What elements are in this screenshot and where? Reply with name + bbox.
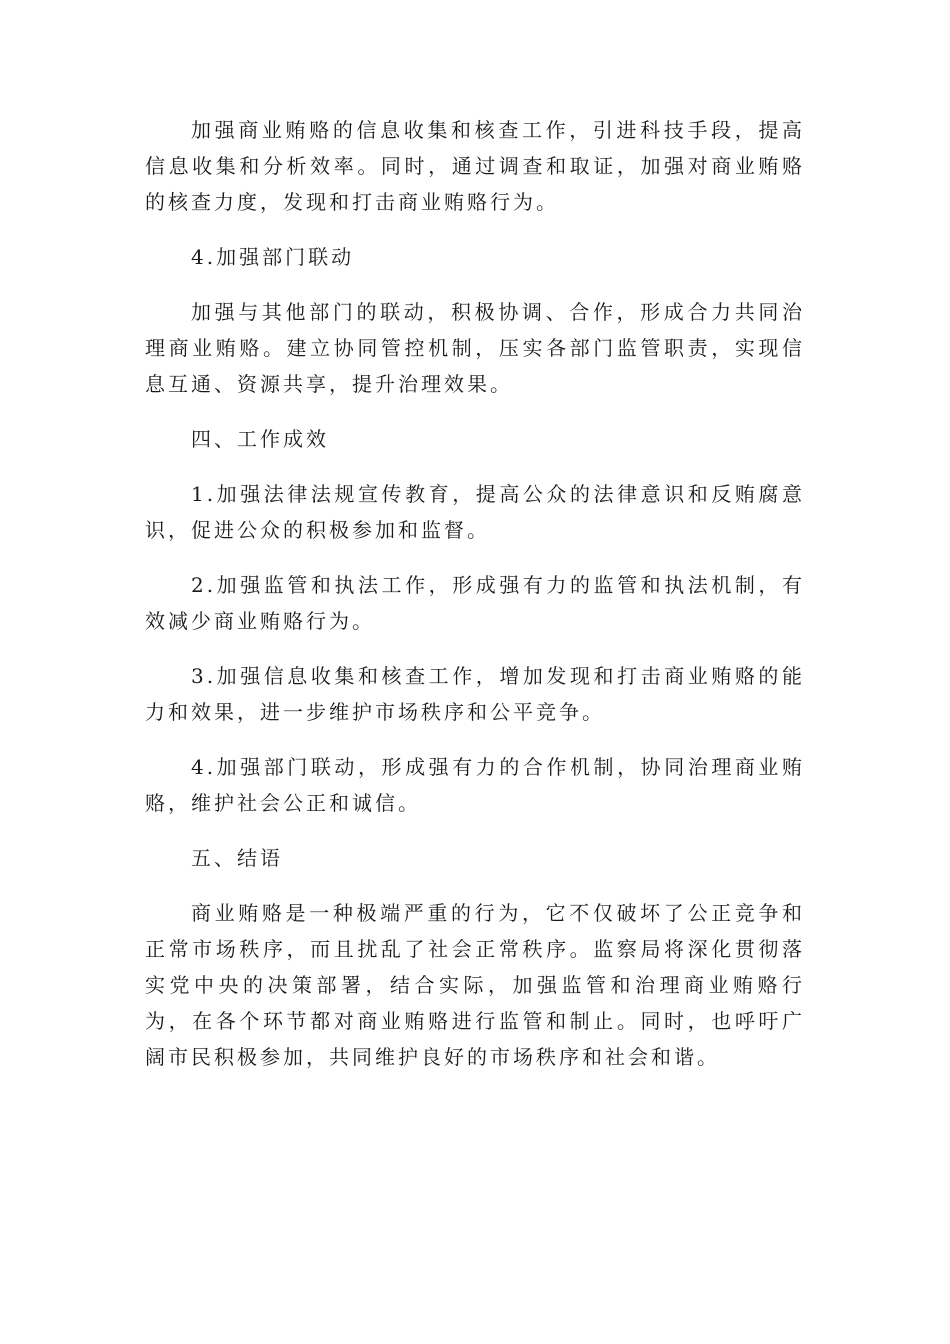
section-heading-conclusion: 五、结语 xyxy=(191,846,283,870)
paragraph-conclusion: 商业贿赂是一种极端严重的行为，它不仅破坏了公正竞争和正常市场秩序，而且扰乱了社会正常秩序。监察局将深化贯彻落实党中央的决策部署，结合实际，加强监管和治理商业贿赂行为，在各个环节都对商业贿赂进行监管和制止。同时，也呼吁广阔市民积极参加，共同维护良好的市场秩序和社会和谐。 xyxy=(145,901,805,1069)
paragraph-department-linkage: 加强与其他部门的联动，积极协调、合作，形成合力共同治理商业贿赂。建立协同管控机制，压实各部门监管职责，实现信息互通、资源共享，提升治理效果。 xyxy=(145,300,805,396)
document-body xyxy=(145,112,805,1094)
result-item-3: 3.加强信息收集和核查工作，增加发现和打击商业贿赂的能力和效果，进一步维护市场秩序和公平竞争。 xyxy=(145,664,805,724)
section-heading-results: 四、工作成效 xyxy=(191,427,329,451)
heading-department-linkage: 4.加强部门联动 xyxy=(191,245,355,269)
result-item-4: 4.加强部门联动，形成强有力的合作机制，协同治理商业贿赂，维护社会公正和诚信。 xyxy=(145,755,805,815)
result-item-2: 2.加强监管和执法工作，形成强有力的监管和执法机制，有效减少商业贿赂行为。 xyxy=(145,573,805,633)
paragraph-info-collection: 加强商业贿赂的信息收集和核查工作，引进科技手段，提高信息收集和分析效率。同时，通过调查和取证，加强对商业贿赂的核查力度，发现和打击商业贿赂行为。 xyxy=(145,118,805,214)
result-item-1: 1.加强法律法规宣传教育，提高公众的法律意识和反贿腐意识，促进公众的积极参加和监督。 xyxy=(145,482,805,542)
